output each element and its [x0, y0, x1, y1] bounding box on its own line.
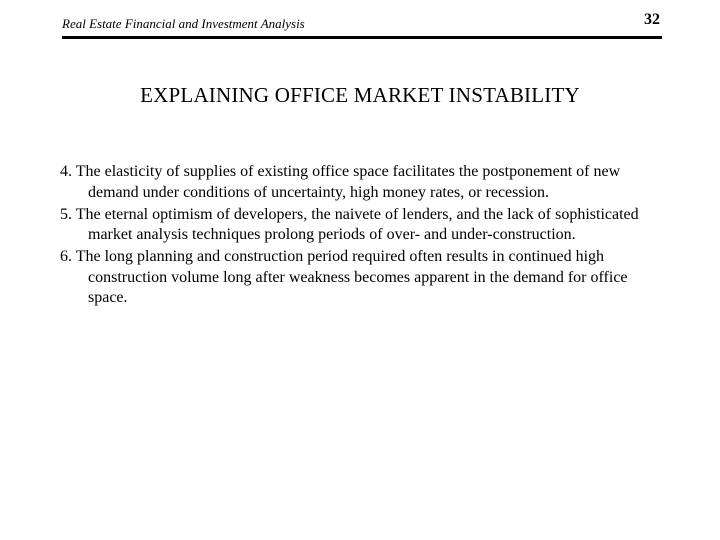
page-header	[62, 10, 662, 39]
slide-title: EXPLAINING OFFICE MARKET INSTABILITY	[140, 83, 580, 107]
header-title: Real Estate Financial and Investment Analysis	[62, 16, 305, 31]
point-number: 6.	[60, 248, 72, 265]
list-item	[60, 162, 670, 203]
point-list	[60, 162, 670, 310]
point-number: 5.	[60, 205, 72, 223]
list-item	[60, 247, 670, 309]
point-text: The eternal optimism of developers, the naivete of lenders, and the lack of sophisticated market analysis techniques prolong periods of over- and under-construction.	[75, 205, 639, 243]
point-text: The elasticity of supplies of existing office space facilitates the postponement of new demand under conditions of uncertainty, high money rates, or recession.	[75, 163, 621, 201]
page-number: 32	[644, 11, 660, 28]
point-text: The long planning and construction period required often results in continued high construction volume long after weakness becomes apparent in the demand for office space.	[75, 248, 628, 306]
list-item	[60, 205, 670, 246]
point-number: 4.	[60, 163, 72, 180]
